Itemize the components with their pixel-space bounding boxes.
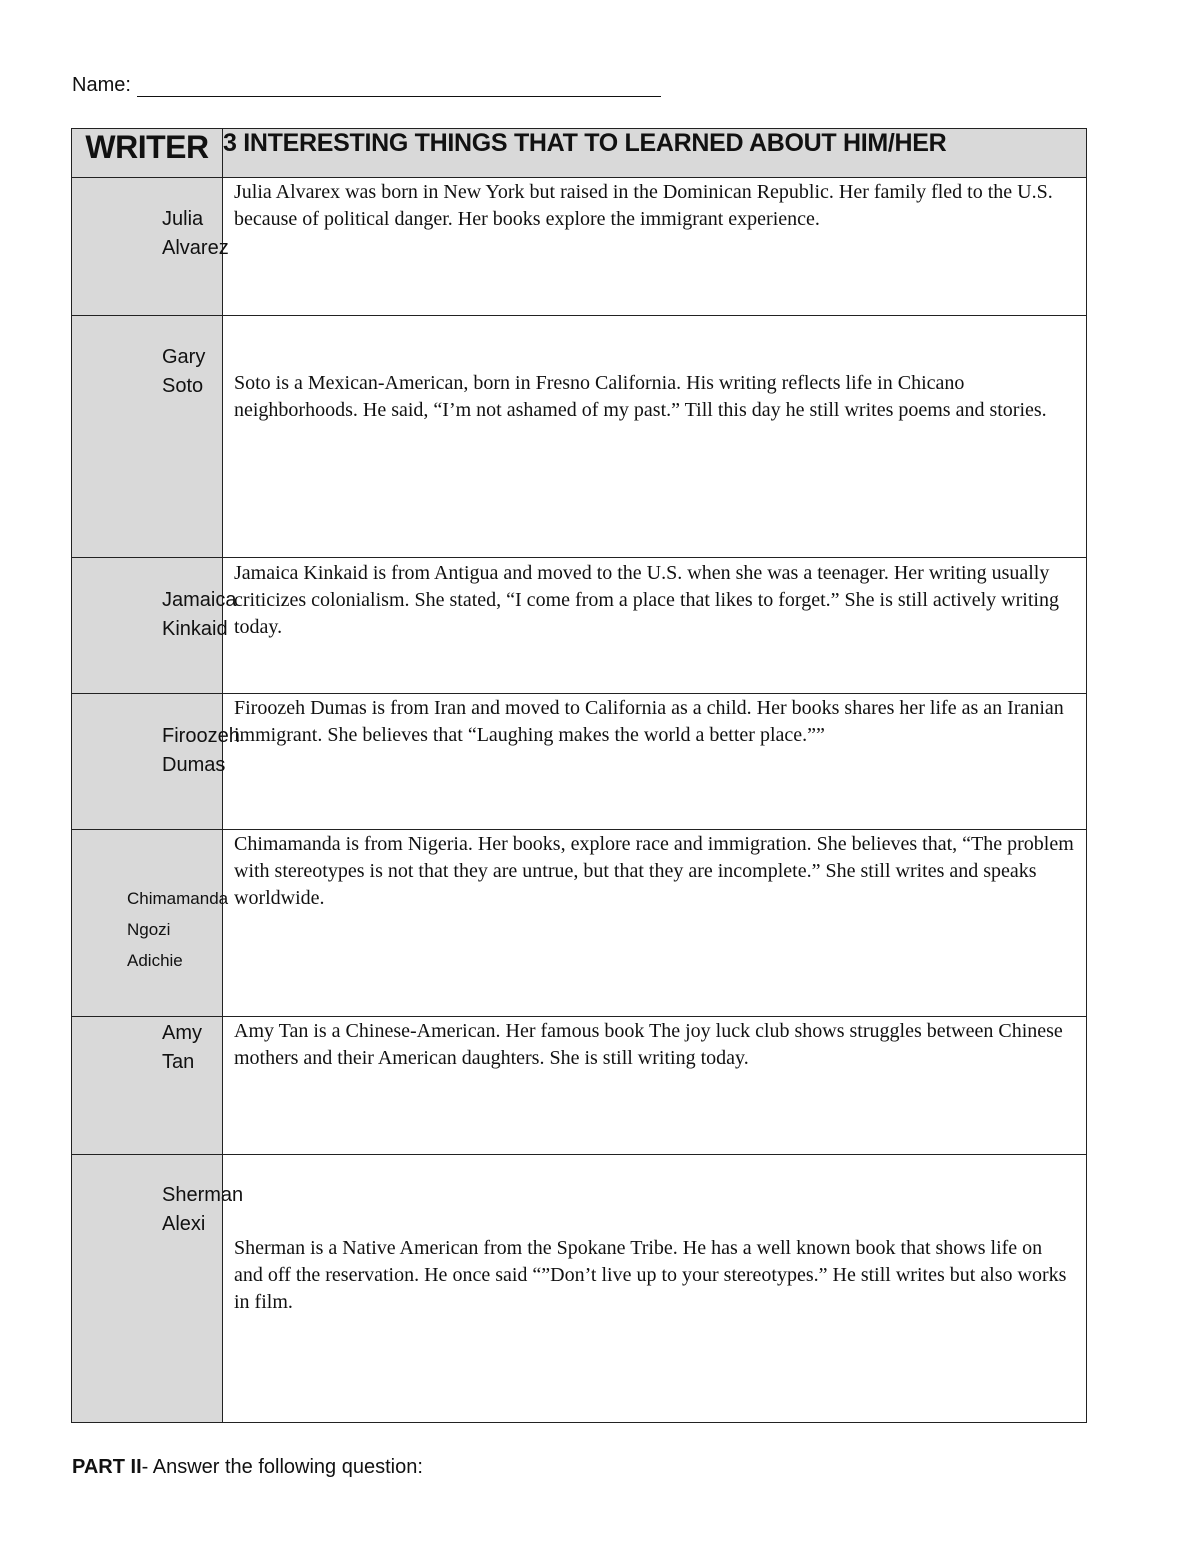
header-writer: WRITER	[72, 129, 223, 178]
writer-cell	[72, 558, 237, 694]
part-two-heading	[72, 1456, 423, 1479]
name-label: Name:	[72, 74, 131, 96]
writer-name-line2: Alvarez	[162, 237, 229, 259]
writer-name-line1: Gary Soto	[162, 346, 206, 397]
table-row	[72, 1155, 1087, 1423]
name-blank-line[interactable]	[137, 76, 661, 97]
writer-name-line1: Amy	[162, 1022, 202, 1044]
info-text: Firoozeh Dumas is from Iran and moved to California as a child. Her books shares her life as an Iranian immigrant. She believes that “Laughing makes the world a better place.””	[234, 697, 1064, 746]
writer-cell	[72, 694, 240, 830]
writer-cell	[72, 316, 223, 558]
info-text: Amy Tan is a Chinese-American. Her famous book The joy luck club shows struggles between Chinese mothers and their American daughters. She is still writing today.	[234, 1020, 1063, 1069]
name-field	[72, 74, 661, 97]
writer-name-line1: Julia	[162, 208, 204, 230]
writer-name-line2: Kinkaid	[162, 618, 228, 640]
writer-cell	[72, 178, 229, 316]
info-text: Jamaica Kinkaid is from Antigua and moved to the U.S. when she was a teenager. Her writing usually criticizes colonialism. She stated, “I come from a place that likes to forget.” She is still actively writing today.	[234, 562, 1059, 638]
writer-name-line1: Sherman	[162, 1184, 244, 1206]
writer-name-line2: Alexi	[162, 1213, 206, 1235]
writers-table	[71, 128, 1087, 1423]
info-cell	[223, 830, 1087, 1017]
writer-name-line2: Dumas	[162, 754, 226, 776]
info-cell	[223, 178, 1087, 316]
table-row	[72, 178, 1087, 316]
table-row	[72, 694, 1087, 830]
info-text: Julia Alvarex was born in New York but raised in the Dominican Republic. Her family fled to the U.S. because of political danger. Her books explore the immigrant experience.	[234, 181, 1053, 230]
writer-name-line1: Firoozeh	[162, 725, 240, 747]
part-two-instruction: - Answer the following question:	[141, 1456, 423, 1478]
info-text: Chimamanda is from Nigeria. Her books, explore race and immigration. She believes that, “The problem with stereotypes is not that they are untrue, but that they are incomplete.” She still writes and speaks worldwide.	[234, 833, 1074, 909]
info-cell	[223, 1017, 1087, 1155]
info-text: Soto is a Mexican-American, born in Fresno California. His writing reflects life in Chicano neighborhoods. He said, “I’m not ashamed of my past.” Till this day he still writes poems and stories.	[234, 372, 1047, 421]
info-cell	[223, 1155, 1087, 1423]
header-interesting-things: 3 INTERESTING THINGS THAT TO LEARNED ABOUT HIM/HER	[223, 129, 1087, 178]
table-row	[72, 830, 1087, 1017]
writer-name-line1: Chimamanda	[127, 889, 229, 908]
writer-name-line2: Ngozi Adichie	[127, 920, 183, 970]
info-text: Sherman is a Native American from the Spokane Tribe. He has a well known book that shows life on and off the reservation. He once said “”Don’t live up to your stereotypes.” He still writes but also works in film.	[234, 1237, 1067, 1313]
table-row	[72, 316, 1087, 558]
info-cell	[223, 316, 1087, 558]
info-cell	[223, 694, 1087, 830]
writer-cell	[72, 1155, 244, 1423]
writer-name-line1: Jamaica	[162, 589, 237, 611]
table-row	[72, 558, 1087, 694]
part-two-label: PART II	[72, 1456, 142, 1478]
writer-cell	[72, 830, 229, 1017]
table-row	[72, 1017, 1087, 1155]
info-cell	[223, 558, 1087, 694]
table-header-row	[72, 129, 1087, 178]
writer-cell	[72, 1017, 223, 1155]
writer-name-line2: Tan	[162, 1051, 195, 1073]
